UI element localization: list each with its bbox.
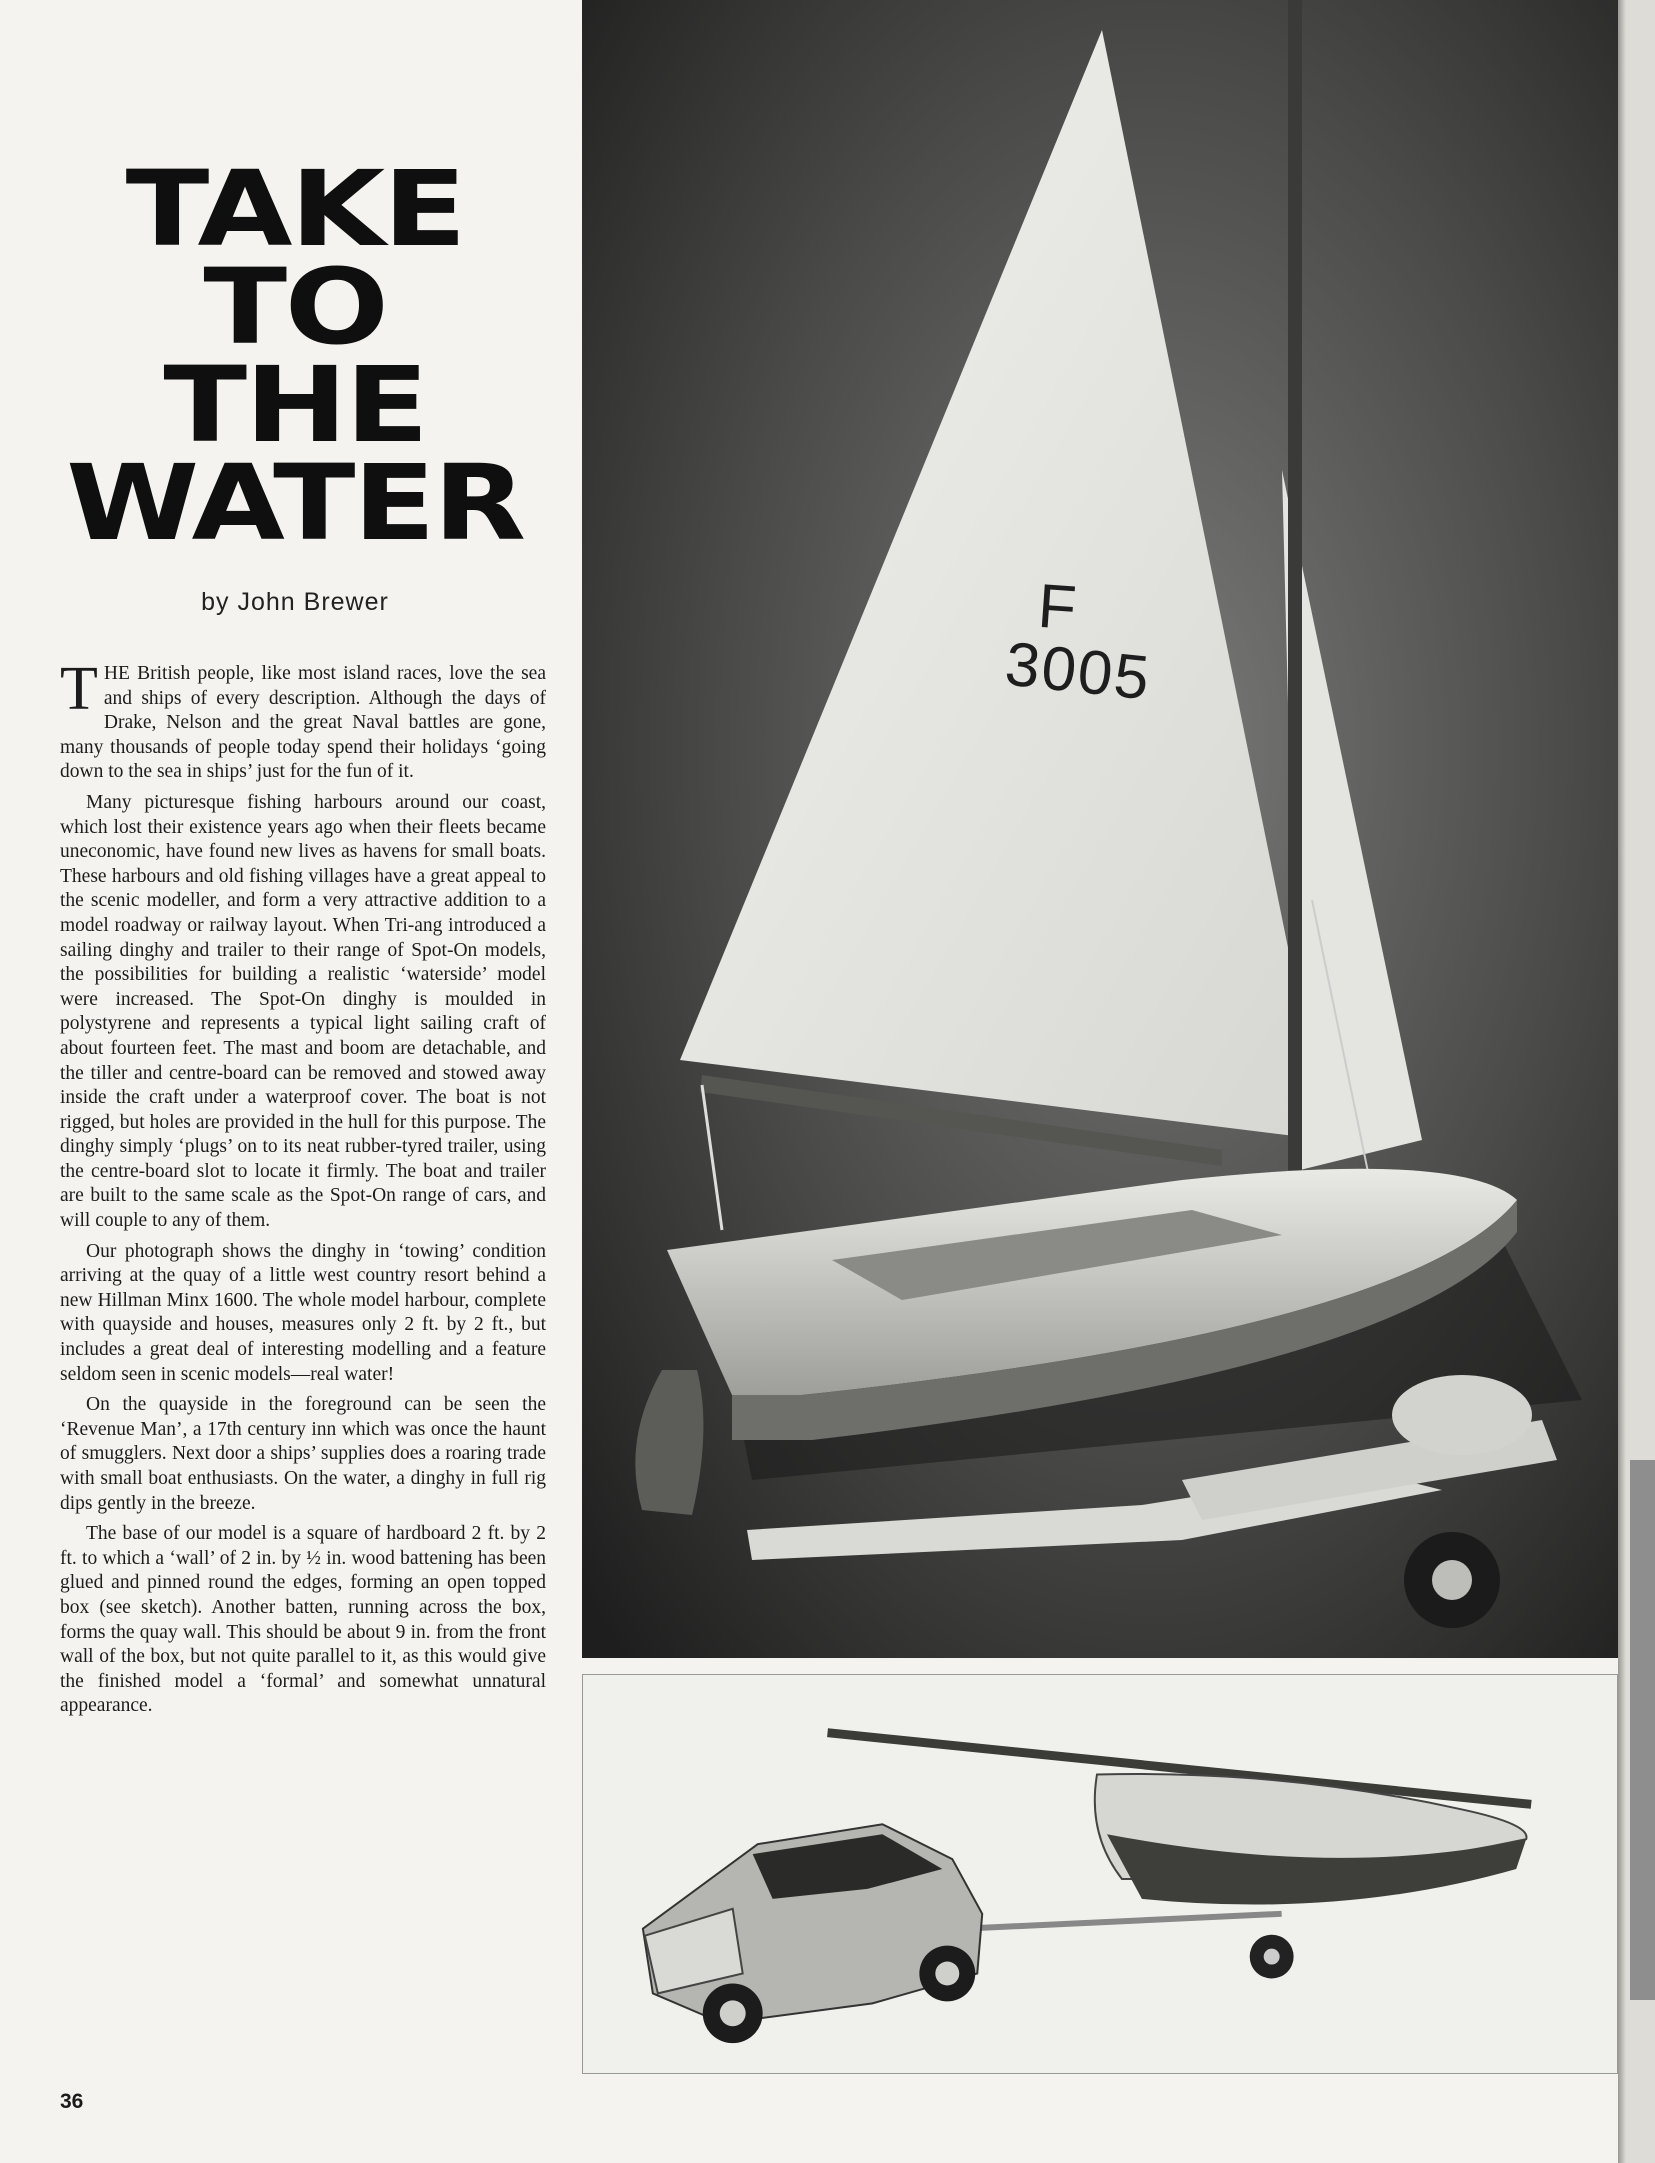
paragraph-1-text: HE British people, like most island races, love the sea and ships of every description. Although the days of Drake, Nelson and the great Naval battles are gone, many thousands of people today spend their holidays ‘going down to the sea in ships’ just for the fun of it. <box>60 663 546 783</box>
sail-number: 3005 <box>1001 629 1155 714</box>
paragraph-1 <box>60 655 546 785</box>
car-towing-photo <box>582 1674 1618 2074</box>
car-towing-illustration <box>583 1675 1617 2073</box>
page-number: 36 <box>60 2090 84 2113</box>
car-rear-hub <box>935 1962 959 1986</box>
paragraph-5: The base of our model is a square of hardboard 2 ft. by 2 ft. to which a ‘wall’ of 2 in. by ½ in. wood battening has been glued and pinned round the edges, forming an open topped box (see sketch). Another batten, running across the box, forms the quay wall. This should be about 9 in. from the front wall of the box, but not quite parallel to it, as this would give the finished model a ‘formal’ and somewhat unnatural appearance. <box>60 1523 546 1717</box>
paragraph-4: On the quayside in the foreground can be seen the ‘Revenue Man’, a 17th century inn which was once the haunt of smugglers. Next door a ships’ supplies does a roaring trade with small boat enthusiasts. On the water, a dinghy in full rig dips gently in the breeze. <box>60 1394 546 1514</box>
dinghy-photo <box>582 0 1618 1658</box>
trailer-mudguard <box>1392 1375 1532 1455</box>
byline: by John Brewer <box>201 588 389 616</box>
dinghy-illustration <box>582 0 1618 1658</box>
paragraph-3: Our photograph shows the dinghy in ‘towing’ condition arriving at the quay of a little west country resort behind a new Hillman Minx 1600. The whole model harbour, complete with quayside and houses, measures only 2 ft. by 2 ft., but includes a great deal of interesting modelling and a feature seldom seen in scenic models—real water! <box>60 1240 546 1385</box>
title-line-2: TO <box>203 246 387 368</box>
paragraph-2: Many picturesque fishing harbours around our coast, which lost their existence years ago when their fleets became uneconomic, have found new lives as havens for small boats. These harbours and old fishing villages have a great appeal to the scenic modeller, and form a very attractive addition to a model roadway or railway layout. When Tri-ang introduced a sailing dinghy and trailer to their range of Spot-On models, the possibilities for building a realistic ‘waterside’ model were increased. The Spot-On dinghy is moulded in polystyrene and represents a typical light sailing craft of about fourteen feet. The mast and boom are detachable, and the tiller and centre-board can be removed and stowed away inside the craft under a waterproof cover. The boat is not rigged, but holes are provided in the hull for this purpose. The dinghy simply ‘plugs’ on to its neat rubber-tyred trailer, using the centre-board slot to locate it firmly. The boat and trailer are built to the same scale as the Spot-On range of cars, and will couple to any of them. <box>60 791 546 1232</box>
article-title <box>30 148 560 564</box>
article-body <box>60 655 546 1725</box>
trailer-hub <box>1432 1560 1472 1600</box>
drop-cap: T <box>60 655 98 723</box>
title-line-4: WATER <box>66 442 524 564</box>
mast <box>1288 0 1302 1190</box>
trailer-hub <box>1264 1949 1280 1965</box>
sail-letter: F <box>1035 571 1079 644</box>
page-edge-shadow <box>1618 0 1626 2163</box>
car-front-hub <box>720 2000 746 2026</box>
title-line-3: THE <box>163 344 427 466</box>
page-edge-tab <box>1630 1460 1655 2000</box>
title-line-1: TAKE <box>125 148 465 270</box>
